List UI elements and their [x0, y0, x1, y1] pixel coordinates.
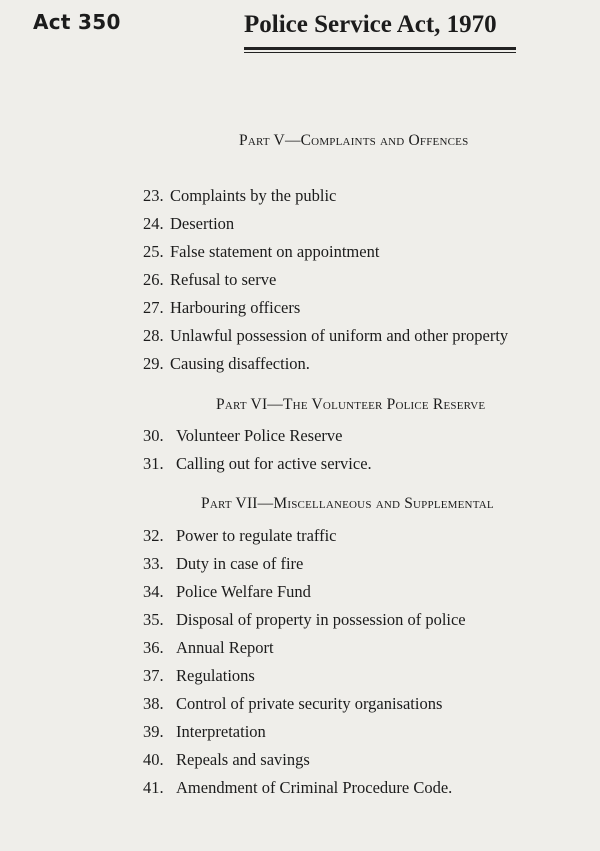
section-number: 29. — [143, 354, 164, 373]
part-v-heading: Part V—Complaints and Offences — [239, 132, 469, 149]
section-number: 37. — [143, 666, 164, 685]
section-item — [143, 326, 508, 354]
section-item — [143, 426, 372, 454]
title-rule-thin — [244, 52, 516, 53]
section-number: 23. — [143, 186, 164, 205]
section-number: 30. — [143, 426, 164, 445]
act-title: Police Service Act, 1970 — [244, 11, 497, 38]
section-number: 25. — [143, 242, 164, 261]
section-title: Interpretation — [176, 722, 266, 741]
section-title: Duty in case of fire — [176, 554, 304, 573]
section-number: 31. — [143, 454, 164, 473]
section-item — [143, 694, 466, 722]
section-item — [143, 666, 466, 694]
section-title: Volunteer Police Reserve — [176, 426, 343, 445]
section-number: 38. — [143, 694, 164, 713]
part-vi-section-list — [143, 426, 372, 482]
section-item — [143, 242, 508, 270]
section-title: Harbouring officers — [170, 298, 301, 317]
section-title: Refusal to serve — [170, 270, 277, 289]
section-item — [143, 298, 508, 326]
section-number: 34. — [143, 582, 164, 601]
section-title: Complaints by the public — [170, 186, 337, 205]
section-title: Causing disaffection. — [170, 354, 310, 373]
section-title: Control of private security organisations — [176, 694, 443, 713]
section-item — [143, 214, 508, 242]
part-vii-section-list — [143, 526, 466, 806]
section-item — [143, 554, 466, 582]
section-title: False statement on appointment — [170, 242, 380, 261]
section-number: 40. — [143, 750, 164, 769]
section-number: 32. — [143, 526, 164, 545]
section-title: Power to regulate traffic — [176, 526, 337, 545]
section-title: Police Welfare Fund — [176, 582, 311, 601]
section-item — [143, 778, 466, 806]
section-item — [143, 750, 466, 778]
section-number: 24. — [143, 214, 164, 233]
part-vi-heading: Part VI—The Volunteer Police Reserve — [216, 396, 486, 413]
section-title: Calling out for active service. — [176, 454, 372, 473]
part-vii-heading: Part VII—Miscellaneous and Supplemental — [201, 495, 494, 512]
section-item — [143, 454, 372, 482]
section-number: 33. — [143, 554, 164, 573]
section-item — [143, 526, 466, 554]
section-title: Desertion — [170, 214, 235, 233]
section-item — [143, 354, 508, 382]
section-item — [143, 638, 466, 666]
section-title: Unlawful possession of uniform and other property — [170, 326, 509, 345]
part-v-section-list — [143, 186, 508, 382]
section-number: 36. — [143, 638, 164, 657]
section-number: 41. — [143, 778, 164, 797]
section-item — [143, 582, 466, 610]
act-number: Act 350 — [33, 10, 121, 34]
section-number: 35. — [143, 610, 164, 629]
section-number: 39. — [143, 722, 164, 741]
section-title: Disposal of property in possession of police — [176, 610, 466, 629]
section-title: Repeals and savings — [176, 750, 310, 769]
title-rule-thick — [244, 47, 516, 50]
section-title: Regulations — [176, 666, 255, 685]
section-number: 26. — [143, 270, 164, 289]
section-item — [143, 270, 508, 298]
section-number: 28. — [143, 326, 164, 345]
section-number: 27. — [143, 298, 164, 317]
section-title: Annual Report — [176, 638, 274, 657]
section-title: Amendment of Criminal Procedure Code. — [176, 778, 453, 797]
section-item — [143, 186, 508, 214]
section-item — [143, 722, 466, 750]
section-item — [143, 610, 466, 638]
